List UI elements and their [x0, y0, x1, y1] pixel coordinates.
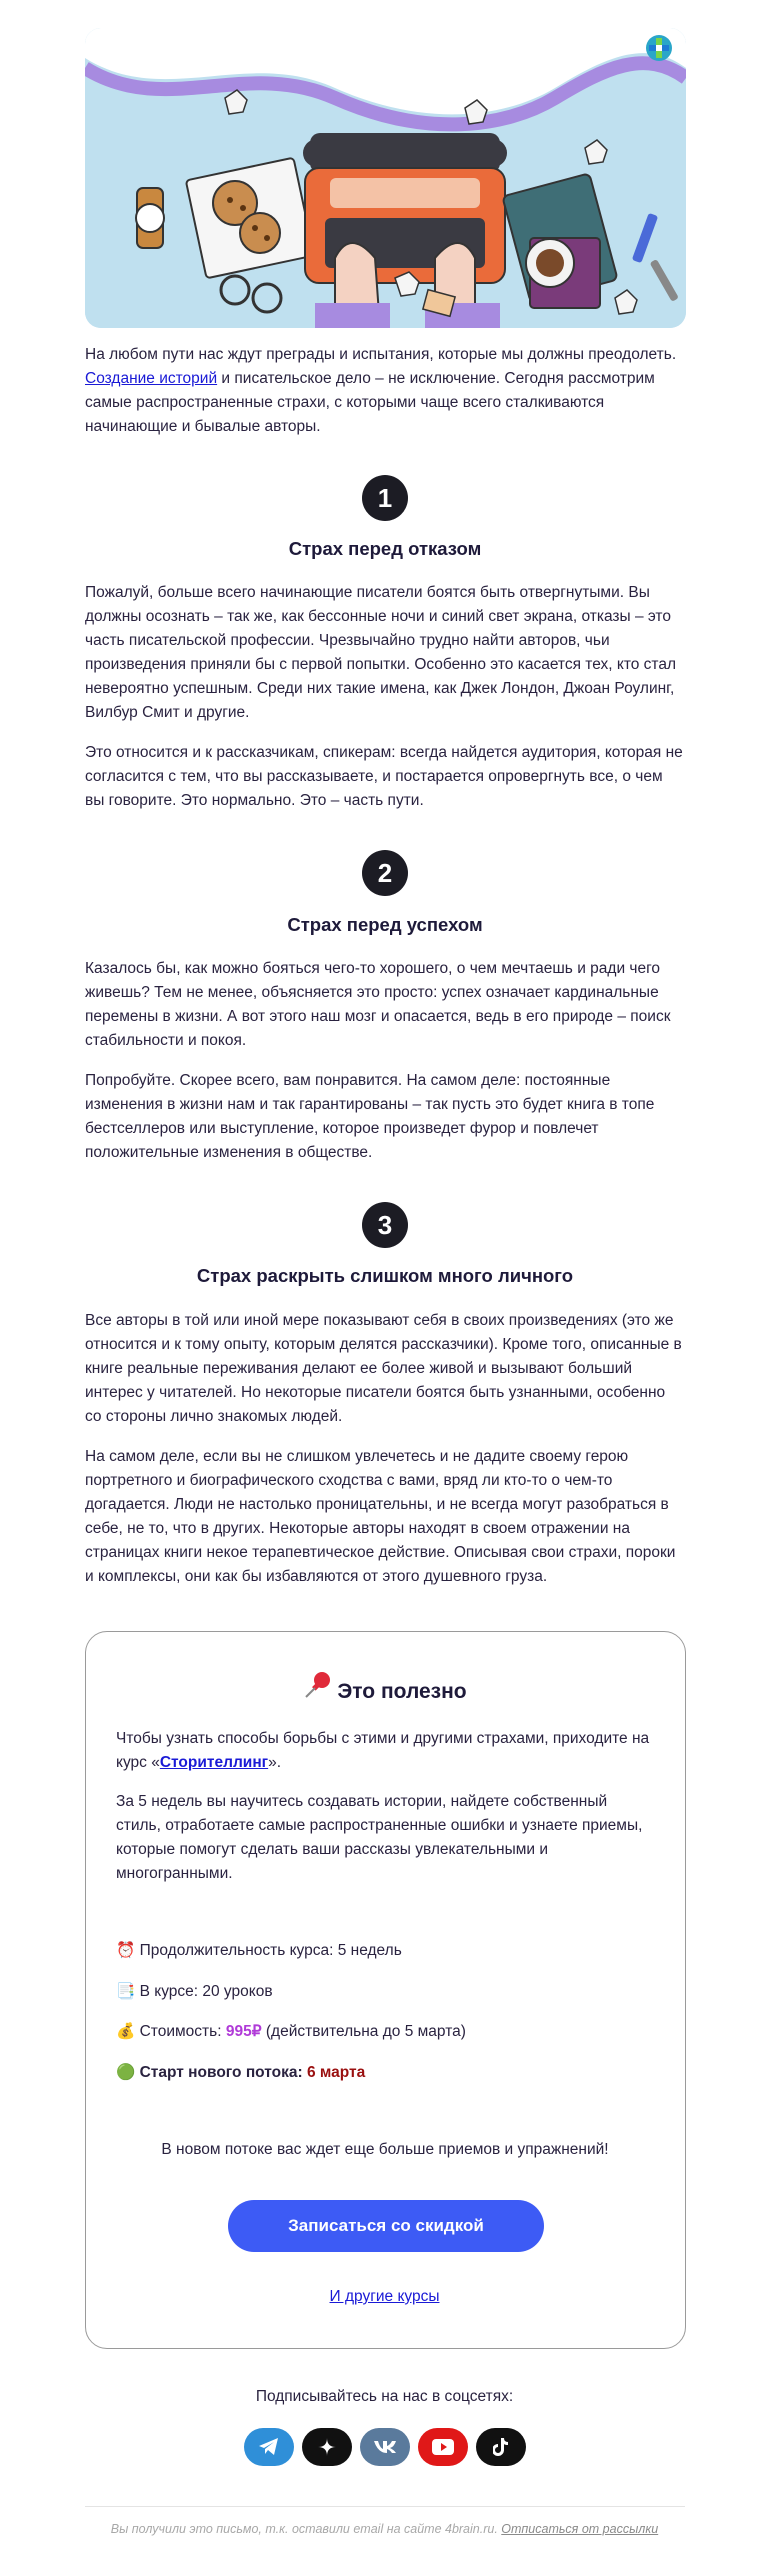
zen-button[interactable]: [302, 2428, 352, 2466]
card-title-text: Это полезно: [337, 1680, 467, 1703]
other-courses-wrapper: [0, 2288, 769, 2306]
section-3-paragraph-2: На самом деле, если вы не слишком увлечетесь и не дадите своему герою портретного и биографического сходства с вами, вряд ли кто-то о чем-то догадается. Люди не настолько проницательны, и не всегда могут разобраться в себе, не то, что в других. Некоторые авторы находят в своем отражении на страницах книги некое терапевтическое действие. Описывая свои страхи, пороки и комплексы, они как бы избавляются от этого душевного груза.: [85, 1448, 676, 1585]
section-2-paragraph-2: Попробуйте. Скорее всего, вам понравится. На самом деле: постоянные изменения в жизни нам и так гарантированы – так пусть это будет книга в топе бестселлеров или выступление, которое произведет фурор и повлечет положительные изменения в обществе.: [85, 1072, 655, 1161]
price-note: (действительна до 5 марта): [265, 2023, 466, 2040]
section-2-title: Страх перед успехом: [287, 914, 483, 935]
unsubscribe-link[interactable]: Отписаться от рассылки: [501, 2522, 659, 2536]
price-value: 995₽: [225, 2023, 262, 2040]
section-1-paragraph-1: Пожалуй, больше всего начинающие писатели боятся быть отвергнутыми. Вы должны осознать – так же, как бессонные ночи и синий свет экрана, отказы – это часть писательской профессии. Чрезвычайно трудно найти авторов, чьи произведения приняли бы с первой попытки. Особенно это касается тех, кто стал невероятно успешным. Среди них такие имена, как Джек Лондон, Джоан Роулинг, Вилбур Смит и другие.: [85, 584, 677, 721]
card-paragraph-1: [116, 1727, 656, 1775]
start-label: 🟢 Старт нового потока:: [116, 2064, 303, 2081]
intro-text-after: и писательское дело – не исключение. Сегодня рассмотрим самые распространенные страхи, с которыми чаще всего сталкиваются начинающие и бывалые авторы.: [85, 370, 655, 435]
sparkle-icon: [318, 2438, 336, 2456]
card-p1-before: Чтобы узнать способы борьбы с этими и другими страхами, приходите на курс «: [116, 1730, 650, 1771]
pushpin-icon: [303, 1670, 333, 1700]
telegram-button[interactable]: [244, 2428, 294, 2466]
hero-illustration: [85, 28, 686, 328]
card-title: [85, 1670, 685, 1704]
section-1-paragraph-2: Это относится и к рассказчикам, спикерам: всегда найдется аудитория, которая не согласится с тем, что вы рассказываете, и постарается опровергнуть все, о чем вы говорите. Это нормально. Это – часть пути.: [85, 744, 683, 809]
other-courses-link[interactable]: И другие курсы: [329, 2288, 440, 2305]
section-2-number: 2: [362, 850, 408, 896]
vk-icon: [373, 2440, 397, 2454]
create-stories-link[interactable]: Создание историй: [85, 370, 218, 387]
promo-text: В новом потоке вас ждет еще больше приемов и упражнений!: [161, 2141, 609, 2158]
intro-paragraph: [85, 343, 685, 439]
writer-desk-illustration: [85, 28, 686, 328]
storytelling-course-link[interactable]: Сторителлинг: [159, 1754, 269, 1771]
section-3-title: Страх раскрыть слишком много личного: [196, 1265, 574, 1286]
youtube-button[interactable]: [418, 2428, 468, 2466]
start-date: 6 марта: [306, 2064, 366, 2081]
course-duration: ⏰ Продолжительность курса: 5 недель: [116, 1942, 402, 1959]
footer-text: Вы получили это письмо, т.к. оставили email на сайте 4brain.ru.: [110, 2522, 498, 2536]
footer: [0, 2522, 769, 2536]
brand-logo-icon: [645, 34, 673, 62]
course-start: [116, 2061, 656, 2085]
section-3-paragraph-1: Все авторы в той или иной мере показывают себя в своих произведениях (это же относится и к тому опыту, которым делятся рассказчики). Кроме того, описанные в книге реальные переживания делают ее более живой и вызывают больший интерес у читателей. Но некоторые писатели боятся быть узнанными, особенно со стороны лично знакомых людей.: [85, 1312, 682, 1425]
section-2-paragraph-1: Казалось бы, как можно бояться чего-то хорошего, о чем мечтаешь и ради чего живешь? Тем не менее, объясняется это просто: успех означает кардинальные перемены в жизни. А вот этого наш мозг и опасается, ведь в его природе – поиск стабильности и покоя.: [85, 960, 671, 1049]
card-p1-after: ».: [268, 1754, 282, 1771]
course-price: [116, 2020, 656, 2044]
youtube-icon: [432, 2439, 454, 2455]
social-caption: Подписывайтесь на нас в соцсетях:: [255, 2388, 514, 2405]
telegram-icon: [258, 2437, 280, 2457]
tiktok-button[interactable]: [476, 2428, 526, 2466]
intro-text-before: На любом пути нас ждут преграды и испытания, которые мы должны преодолеть.: [85, 346, 677, 363]
footer-divider: [85, 2506, 685, 2507]
section-1-number: 1: [362, 475, 408, 521]
enroll-discount-button[interactable]: Записаться со скидкой: [228, 2200, 544, 2252]
section-1-title: Страх перед отказом: [288, 538, 482, 559]
card-paragraph-2: За 5 недель вы научитесь создавать истории, найдете собственный стиль, отработаете самые распространенные ошибки и узнаете приемы, которые помогут сделать ваши рассказы увлекательными и многогранными.: [116, 1793, 643, 1882]
vk-button[interactable]: [360, 2428, 410, 2466]
course-lessons: 📑 В курсе: 20 уроков: [116, 1983, 273, 2000]
price-label: 💰 Стоимость:: [116, 2023, 222, 2040]
section-3-number: 3: [362, 1202, 408, 1248]
tiktok-icon: [493, 2438, 509, 2456]
